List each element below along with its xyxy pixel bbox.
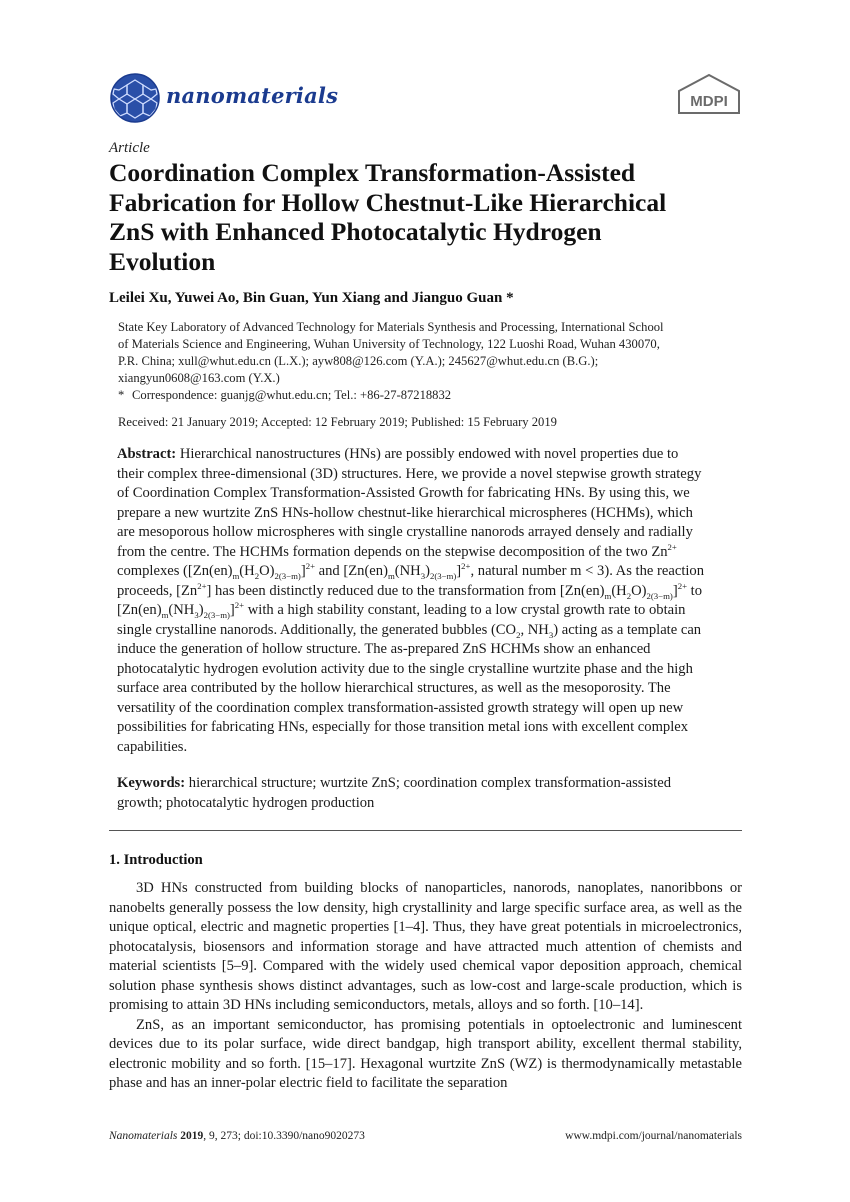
body-line: 3D HNs constructed from building blocks of nanoparticles, nanorods, nanoplates, nanoribbons: [136, 880, 723, 896]
body-line: deposition approach, chemical solution phase synthesis shows distinct advantages, such as low-cost: [109, 958, 743, 994]
abstract: [117, 445, 741, 757]
mdpi-logo-text: MDPI: [690, 93, 728, 110]
body-line: or nanobelts generally possess the low density, high crystallinity and large specific surface area, as: [109, 880, 742, 916]
title-line: Fabrication for Hollow Chestnut-Like Hierarchical: [109, 187, 667, 217]
affiliation-line: of Materials Science and Engineering, Wuhan University of Technology, 122 Luoshi Road, Wuhan 430070,: [118, 337, 660, 351]
paragraph: [109, 1016, 742, 1094]
superscript: 2+: [234, 600, 245, 611]
body-line: microelectronics, photocatalysis, biosensors and information storage and have attracted much: [109, 919, 742, 955]
abstract-text: ] has been distinctly reduced due to the transformation from [Zn(en): [206, 582, 605, 599]
abstract-text: from the centre. The HCHMs formation depends on the stepwise decomposition of the two Zn: [117, 543, 668, 560]
abstract-text: ]: [456, 563, 462, 579]
paragraph: [109, 879, 742, 1016]
correspondence: [118, 388, 451, 403]
keywords: [117, 774, 741, 813]
article-type: Article: [109, 140, 150, 156]
abstract-text: with a high stability constant, leading to a low crystal growth rate to obtain: [244, 602, 686, 618]
abstract-text: (H: [239, 563, 255, 579]
footer-doi: , 9, 273; doi:10.3390/nano9020273: [203, 1130, 365, 1142]
section-heading: 1. Introduction: [109, 852, 203, 868]
body-line: and large-scale production, which is promising to attain 3D HNs including semiconductors, metals,: [109, 977, 742, 1013]
correspondence-star: *: [118, 388, 125, 402]
title-line: Coordination Complex Transformation-Assisted: [109, 158, 636, 187]
abstract-text: , NH: [520, 621, 549, 638]
body-line: stability, electronic mobility and so forth. [15–17]. Hexagonal wurtzite ZnS (WZ) is: [109, 1036, 743, 1072]
abstract-text: to: [687, 582, 703, 599]
abstract-text: induce the generation of hollow structure. The as-prepared ZnS HCHMs show an enhanced: [117, 641, 651, 657]
abstract-text: O): [631, 582, 647, 599]
subscript: 2(3−m): [646, 590, 673, 601]
subscript: m: [232, 570, 240, 581]
title-line: ZnS with Enhanced Photocatalytic Hydrogen: [109, 217, 602, 246]
keywords-label: Keywords:: [117, 775, 186, 791]
introduction-body: [109, 879, 742, 1094]
mdpi-logo: [676, 73, 742, 117]
abstract-text: ): [425, 563, 430, 579]
abstract-text: complexes ([Zn(en): [117, 563, 233, 579]
abstract-text: ): [198, 602, 204, 618]
abstract-text: (NH: [394, 563, 421, 579]
affiliation-line: xiangyun0608@163.com (Y.X.): [118, 371, 280, 385]
title-line: Evolution: [109, 246, 216, 276]
abstract-text: of Coordination Complex Transformation-Assisted Growth for fabricating HNs. By using this, we: [117, 485, 690, 501]
abstract-text: Hierarchical nanostructures (HNs) are possibly endowed with novel properties due to: [179, 446, 679, 462]
body-line: thermodynamically metastable phase and has an inner-polar electric field to facilitate the separation: [109, 1055, 742, 1091]
abstract-text: possibilities for fabricating HNs, especially for those transition metal ions with excellent complex: [117, 719, 689, 735]
body-line: alloys and so forth. [10–14].: [477, 997, 644, 1013]
affiliation-line: P.R. China; xull@whut.edu.cn (L.X.); ayw808@126.com (Y.A.); 245627@whut.edu.cn (B.G.);: [118, 354, 599, 368]
subscript: 2: [254, 570, 260, 581]
correspondence-text: Correspondence: guanjg@whut.edu.cn; Tel.: +86-27-87218832: [132, 388, 452, 402]
abstract-text: photocatalytic hydrogen evolution activity due to the single crystalline wurtzite phase and the high: [117, 660, 693, 677]
body-line: well as the unique optical, electric and magnetic properties [1–4]. Thus, they have great potentials in: [109, 899, 742, 935]
abstract-text: ) acting as a template can: [553, 621, 702, 638]
abstract-text: single crystalline nanorods. Additionally, the generated bubbles (CO: [117, 621, 517, 638]
body-line: ZnS, as an important semiconductor, has promising potentials in optoelectronic and luminescent: [136, 1016, 742, 1033]
superscript: 2+: [667, 541, 677, 552]
fullerene-ball-icon: [109, 72, 161, 124]
section-divider: [109, 830, 742, 831]
abstract-text: capabilities.: [117, 738, 188, 755]
superscript: 2+: [305, 561, 315, 572]
keywords-text: hierarchical structure; wurtzite ZnS; coordination complex transformation-assisted: [188, 775, 672, 791]
superscript: 2+: [677, 580, 688, 591]
subscript: 2(3−m): [429, 570, 457, 581]
abstract-label: Abstract:: [117, 446, 177, 462]
subscript: 3: [194, 609, 199, 620]
body-line: attention of chemists and material scientists [5–9]. Compared with the widely used chemical vapor: [109, 938, 742, 974]
abstract-text: surface area contributed by the hollow hierarchical structures, as well as the mesoporosity. The: [117, 680, 671, 696]
page-title: [109, 158, 749, 276]
abstract-text: O): [259, 563, 275, 579]
author-list: Leilei Xu, Yuwei Ao, Bin Guan, Yun Xiang and Jianguo Guan *: [109, 290, 514, 306]
publication-dates: Received: 21 January 2019; Accepted: 12 February 2019; Published: 15 February 2019: [118, 415, 557, 429]
subscript: 3: [420, 570, 426, 581]
abstract-text: are mesoporous hollow microspheres with single crystalline nanorods arrayed densely and radially: [117, 524, 693, 540]
abstract-text: (H: [611, 582, 627, 599]
abstract-text: , natural number m < 3). As the reaction: [470, 563, 705, 579]
subscript: m: [161, 609, 169, 620]
abstract-text: ]: [672, 582, 678, 599]
abstract-text: ]: [300, 563, 306, 579]
superscript: 2+: [197, 580, 207, 591]
abstract-text: (NH: [168, 602, 195, 618]
footer-url[interactable]: www.mdpi.com/journal/nanomaterials: [565, 1130, 742, 1142]
body-line: devices due to its polar surface, wide direct bandgap, high transport ability, excellent thermal: [109, 1036, 686, 1052]
affiliation-line: State Key Laboratory of Advanced Technology for Materials Synthesis and Processing, International School: [118, 320, 664, 334]
subscript: 2(3−m): [274, 570, 301, 581]
affiliation: [118, 319, 748, 387]
subscript: 2: [516, 629, 521, 640]
keywords-text: growth; photocatalytic hydrogen production: [117, 794, 375, 811]
superscript: 2+: [461, 561, 471, 572]
abstract-text: prepare a new wurtzite ZnS HNs-hollow chestnut-like hierarchical microspheres (HCHMs), which: [117, 504, 693, 521]
subscript: 3: [548, 629, 554, 640]
subscript: m: [604, 590, 612, 601]
abstract-text: ]: [229, 602, 235, 618]
abstract-text: their complex three-dimensional (3D) structures. Here, we provide a novel stepwise growth strategy: [117, 465, 702, 482]
subscript: m: [387, 570, 395, 581]
abstract-text: proceeds, [Zn: [117, 582, 198, 599]
journal-name: nanomaterials: [166, 83, 339, 108]
footer-year: 2019: [180, 1130, 204, 1142]
abstract-text: versatility of the coordination complex transformation-assisted growth strategy will open up new: [117, 699, 684, 716]
footer-citation: [109, 1130, 365, 1142]
subscript: 2(3−m): [203, 609, 230, 620]
abstract-text: and [Zn(en): [315, 563, 388, 579]
abstract-text: [Zn(en): [117, 602, 162, 618]
footer-journal: Nanomaterials: [109, 1130, 178, 1142]
subscript: 2: [626, 590, 632, 601]
